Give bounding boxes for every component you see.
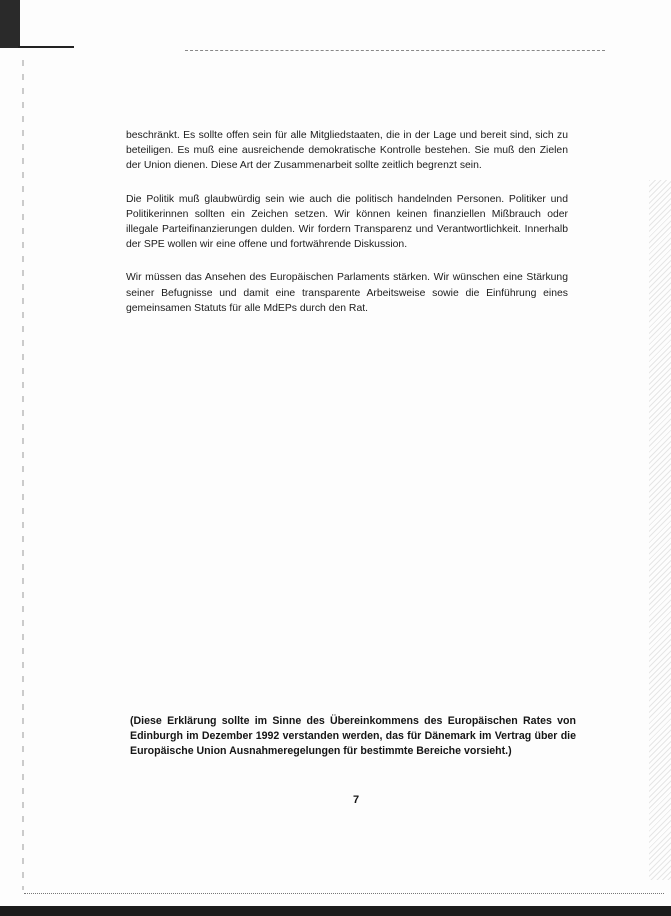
body-text (126, 128, 568, 334)
bottom-rule (24, 893, 664, 894)
paragraph-3: Wir müssen das Ansehen des Europäischen Parlaments stärken. Wir wünschen eine Stärkung seiner Befugnisse und damit eine transparente Arbeitsweise sowie die Einführung eines gemeinsamen Statuts für alle MdEPs durch den Rat. (126, 272, 568, 314)
paragraph-1: beschränkt. Es sollte offen sein für alle Mitgliedstaaten, die in der Lage und bereit sind, sich zu beteiligen. Es muß eine ausreichende demokratische Kontrolle bestehen. Sie muß den Zielen der Union dienen. Diese Art der Zusammenarbeit sollte zeitlich begrenzt sein. (126, 130, 568, 172)
scan-artifact-line (18, 46, 74, 48)
scan-bottom-edge (0, 906, 671, 916)
header-rule (185, 50, 605, 51)
scan-left-edge (22, 60, 24, 890)
footnote: (Diese Erklärung sollte im Sinne des Übereinkommens des Europäischen Rates von Edinburgh im Dezember 1992 verstanden werden, das für Dänemark im Vertrag über die Europäische Union Ausnahmeregelungen für bestimmte Bereiche vorsieht.) (130, 715, 576, 758)
page-number: 7 (352, 794, 360, 806)
scan-binding-edge (0, 0, 20, 48)
paragraph-2: Die Politik muß glaubwürdig sein wie auch die politisch handelnden Personen. Politiker und Politikerinnen sollten ein Zeichen setzen. Wir können keinen finanziellen Mißbrauch oder illegale Parteifinanzierungen dulden. Wir fordern Transparenz und Verantwortlichkeit. Innerhalb der SPE wollen wir eine offene und fortwährende Diskussion. (126, 193, 568, 251)
scan-right-edge (649, 180, 671, 880)
